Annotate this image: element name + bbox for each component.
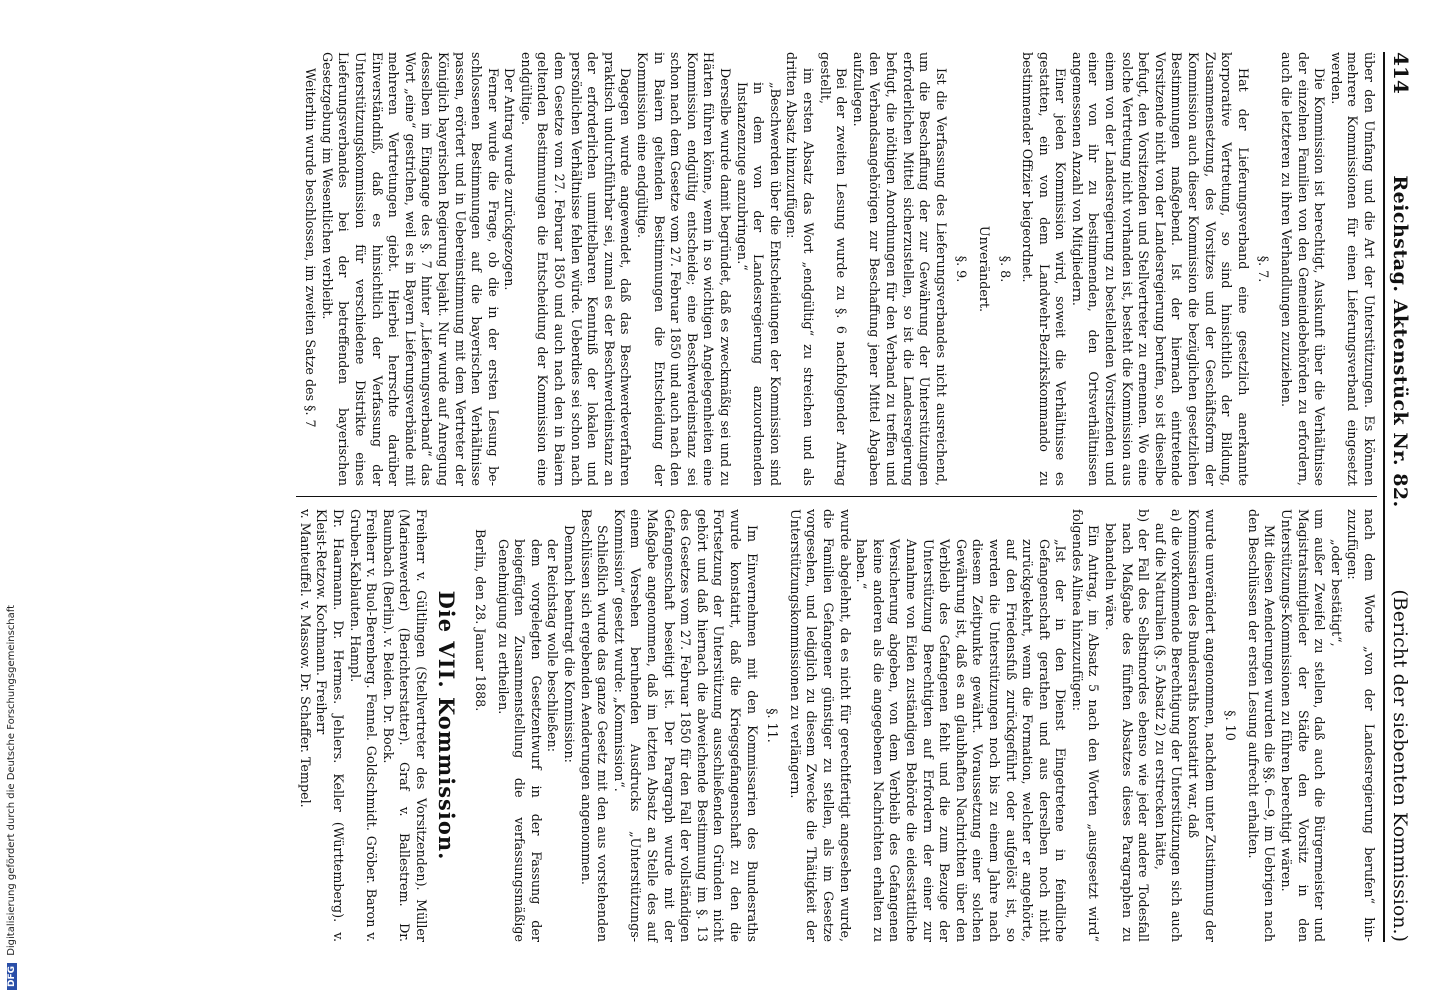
- paragraph: Ist die Verfassung des Lieferungsverbandes nicht ausreichend, um die Beschaffung der zur Gewährung der Unterstützungen erforderlichen Mittel sicherzustellen, so ist die Landesregierung befugt, die nöthigen Anordnungen für den Verband zu treffen und den Verbandsangehörigen zur Beschaffung jener Mittel Abgaben aufzulegen.: [850, 52, 949, 486]
- section-heading: §. 9.: [954, 255, 970, 283]
- section-heading: §. 7.: [1256, 255, 1272, 283]
- paragraph: Derselbe wurde damit begründet, daß es zweckmäßig sei und zu Härten führen könne, wenn in so wichtigen Angelegenheiten eine Kommission endgültig entscheide; eine Beschwerdeinstanz sei schon nach dem Gesetze vom 27. Februar 1850 und auch nach den in Baiern geltenden Bestimmungen die Entscheidung der Kommission eine endgültige.: [635, 52, 734, 486]
- footer-text: Digitalisierung gefördert durch die Deutsche Forschungsgemeinschaft: [6, 604, 17, 956]
- quoted-amendment: „oder bestätigt“,: [1328, 539, 1344, 647]
- digitization-footer: [6, 0, 20, 1000]
- paragraph: über den Umfang und die Art der Unterstützungen. Es können mehrere Kommissionen für einen Lieferungsverband eingesetzt werden.: [1328, 52, 1377, 486]
- paragraph: Weiterhin wurde beschlossen, im zweiten Satze des §. 7: [303, 68, 319, 428]
- left-column: [296, 52, 1377, 497]
- page-number: 414: [1389, 52, 1413, 94]
- paragraph: Hat der Lieferungsverband eine gesetzlich anerkannte korporative Vertretung, so sind hinsichtlich der Bildung, Zusammensetzung, des Vorsitzes und der Geschäftsform der Kommission auch dieser Kommission die bezüglichen gesetzlichen Bestimmungen maßgebend. Ist der hiernach eintretende Vorsitzende nicht von der Landesregierung berufen, so ist dieselbe befugt, den Vorsitzenden und Stellvertreter zu ernennen. Wo eine solche Vertretung nicht vorhanden ist, besteht die Kommission aus einem von der Landesregierung zu bestellenden Vorsitzenden und einer von ihr zu bestimmenden, den Ortsverhältnissen angemessenen Anzahl von Mitgliedern.: [1069, 52, 1251, 486]
- paragraph: Bei der zweiten Lesung wurde zu §. 6 nachfolgender Antrag gestellt,: [817, 52, 850, 486]
- paragraph: Ein Antrag, im Absatz 5 nach den Worten „ausgesetzt wird“ folgendes Alinea hinzuzufügen:: [1069, 509, 1102, 942]
- paragraph: nach dem Worte „von der Landesregierung berufen“ hinzuzufügen:: [1345, 509, 1377, 942]
- members-list: Freiherr v. Gültlingen (Stellvertreter des Vorsitzenden). Müller (Marienwerder) (Berichterstatter). Graf v. Ballestrem. Dr. Baumbach (Berlin). v. Beiden. Dr. Bock.: [380, 509, 429, 942]
- page-subtitle: (Bericht der siebenten Kommission.): [1389, 589, 1411, 942]
- paragraph: wurde abgelehnt, da es nicht für gerechtfertigt angesehen wurde, die Familien Gefangener günstiger zu stellen, als im Gesetze vorgesehen, und lediglich zu diesem Zwecke die Thätigkeit der Unterstützungskommissionen zu verlängern.: [787, 509, 853, 942]
- paragraph: Einer jeden Kommission wird, soweit die Verhältnisse es gestatten, ein von dem Landwehr-Bezirkskommando zu bestimmender Offizier beigeordnet.: [1020, 52, 1069, 486]
- text-columns: [296, 52, 1377, 942]
- date-line: Berlin, den 28. Januar 1888.: [473, 529, 489, 712]
- members-list: Dr. Haarmann. Dr. Hermes. Jehlers. Keller (Württemberg). v. Kleist-Retzow. Kochmann. Freiherr: [314, 509, 346, 942]
- paragraph: Mit diesen Aenderungen wurden die §§. 6—9, im Uebrigen nach den Beschlüssen der ersten Lesung aufrecht erhalten.: [1245, 509, 1278, 942]
- section-note: Unverändert.: [976, 225, 992, 313]
- dfg-logo: DFG: [7, 963, 17, 990]
- paragraph: im ersten Absatz das Wort „endgültig“ zu streichen und als dritten Absatz hinzuzufügen:: [784, 52, 816, 486]
- quoted-amendment: „Ist der in den Dienst Eingetretene in feindliche Gefangenschaft gerathen und aus derselben noch nicht zurückgekehrt, wenn die Formation, welcher er angehörte, auf den Friedensfuß zurückgeführt oder aufgelöst ist, so werden die Unterstützungen noch bis zu einem Jahre nach diesem Zeitpunkte gewährt. Voraussetzung einer solchen Gewährung ist, daß es an glaubhaften Nachrichten über den Verbleib des Gefangenen fehlt und die zum Bezuge der Unterstützung Berechtigten auf Erfordern der einer zur Annahme von Eiden zuständigen Behörde die eidesstattliche Versicherung abgeben, von dem Verbleib des Gefangenen keine anderen als die angegebenen Nachrichten erhalten zu haben.“: [854, 539, 1069, 942]
- members-list: v. Manteuffel. v. Massow. Dr. Schaffer. Tempel.: [297, 509, 313, 808]
- right-column: [296, 497, 1377, 942]
- paragraph: der Reichstag wolle beschließen:: [545, 539, 561, 753]
- section-heading: §. 8.: [997, 255, 1013, 283]
- paragraph: Im Einvernehmen mit den Kommissarien des Bundesraths wurde konstatirt, daß die Kriegsgefangenschaft zu den die Fortsetzung der Unterstützung ausschließenden Gründen nicht gehört und daß hiernach die abweichende Bestimmung im §. 13 des Gesetzes vom 27. Februar 1850 für den Fall der vollständigen Gefangenschaft beseitigt ist. Der Paragraph wurde mit der Maßgabe angenommen, daß im letzten Absatz an Stelle des auf einem Versehen beruhenden Ausdrucks „Unterstützungs-Kommission“ gesetzt wurde: „Kommission“.: [611, 509, 760, 942]
- page-title: Reichstag. Aktenstück Nr. 82.: [1389, 175, 1411, 508]
- paragraph: Dagegen wurde angewendet, daß das Beschwerdeverfahren praktisch undurchführbar sei, zumal es der Beschwerdeinstanz an der erforderlichen unmittelbaren Kenntniß der lokalen und persönlichen Verhältnisse fehlen würde. Ueberdies sei schon nach dem Gesetze vom 27. Februar 1850 und auch nach den in Baiern geltenden Bestimmungen die Entscheidung der Kommission eine endgültige.: [518, 52, 634, 486]
- section-heading: §. 10: [1223, 710, 1239, 741]
- list-item: b) der Fall des Selbstmordes ebenso wie jeder andere Todesfall nach Maßgabe des fünften Absatzes dieses Paragraphen zu behandeln wäre.: [1103, 509, 1152, 942]
- page-header: [1383, 52, 1412, 942]
- members-list: Freiherr v. Buol-Berenberg. Fennel. Goldschmidt. Gröber. Baron v. Gruben-Kablauten. Hampl.: [347, 509, 380, 942]
- paragraph: Der Antrag wurde zurückgezogen.: [502, 68, 518, 291]
- paragraph: Demnach beantragt die Kommission:: [562, 525, 578, 763]
- list-item: a) die vorkommende Berechtigung der Unterstützungen sich auch auf die Naturalien (§. 5 Absatz 2) zu erstrecken hätte,: [1152, 509, 1185, 942]
- commission-title: Die VII. Kommission.: [433, 590, 459, 861]
- paragraph: Ferner wurde die Frage, ob die in der ersten Lesung beschlossenen Bestimmungen auf die bayerischen Verhältnisse passen, erörtert und in Uebereinstimmung mit dem Vertreter der Königlich bayerischen Regierung bejaht. Nur wurde auf Anregung desselben im Eingange des §. 7 hinter „Lieferungsverband“ das Wort „eine“ gestrichen, weil es in Bayern Lieferungsverbände mit mehreren Vertretungen giebt. Hierbei herrschte darüber Einverständniß, daß es hinsichtlich der Verfassung der Unterstützungskommission für verschiedene Distrikte eines Lieferungsverbandes bei der betreffenden bayerischen Gesetzgebung im Wesentlichen verbleibt.: [319, 52, 501, 486]
- paragraph: um außer Zweifel zu stellen, daß auch die Bürgermeister und Magistratsmitglieder der Städte den Vorsitz in den Unterstützungs-Kommissionen zu führen berechtigt wären.: [1279, 509, 1328, 942]
- section-heading: §. 11.: [765, 708, 781, 743]
- paragraph: Schließlich wurde das ganze Gesetz mit den aus vorstehenden Beschlüssen sich ergebenden Aenderungen angenommen.: [578, 509, 611, 942]
- footer-text-line: [6, 0, 17, 990]
- quoted-amendment: „Beschwerden über die Entscheidungen der Kommission sind in dem von der Landesregierung anzuordnenden Instanzenzuge anzubringen.“: [734, 82, 783, 486]
- paragraph: wurde unverändert angenommen, nachdem unter Zustimmung der Kommissarien des Bundesraths konstatirt war, daß: [1186, 509, 1218, 942]
- quoted-amendment: dem vorgelegten Gesetzentwurf in der Fassung der beigefügten Zusammenstellung die verfassungsmäßige Genehmigung zu ertheilen.: [495, 539, 544, 942]
- paragraph: Die Kommission ist berechtigt, Auskunft über die Verhältnisse der einzelnen Familien von den Gemeindebehörden zu erfordern, auch die letzteren zu ihren Verhandlungen zuzuziehen.: [1279, 52, 1328, 486]
